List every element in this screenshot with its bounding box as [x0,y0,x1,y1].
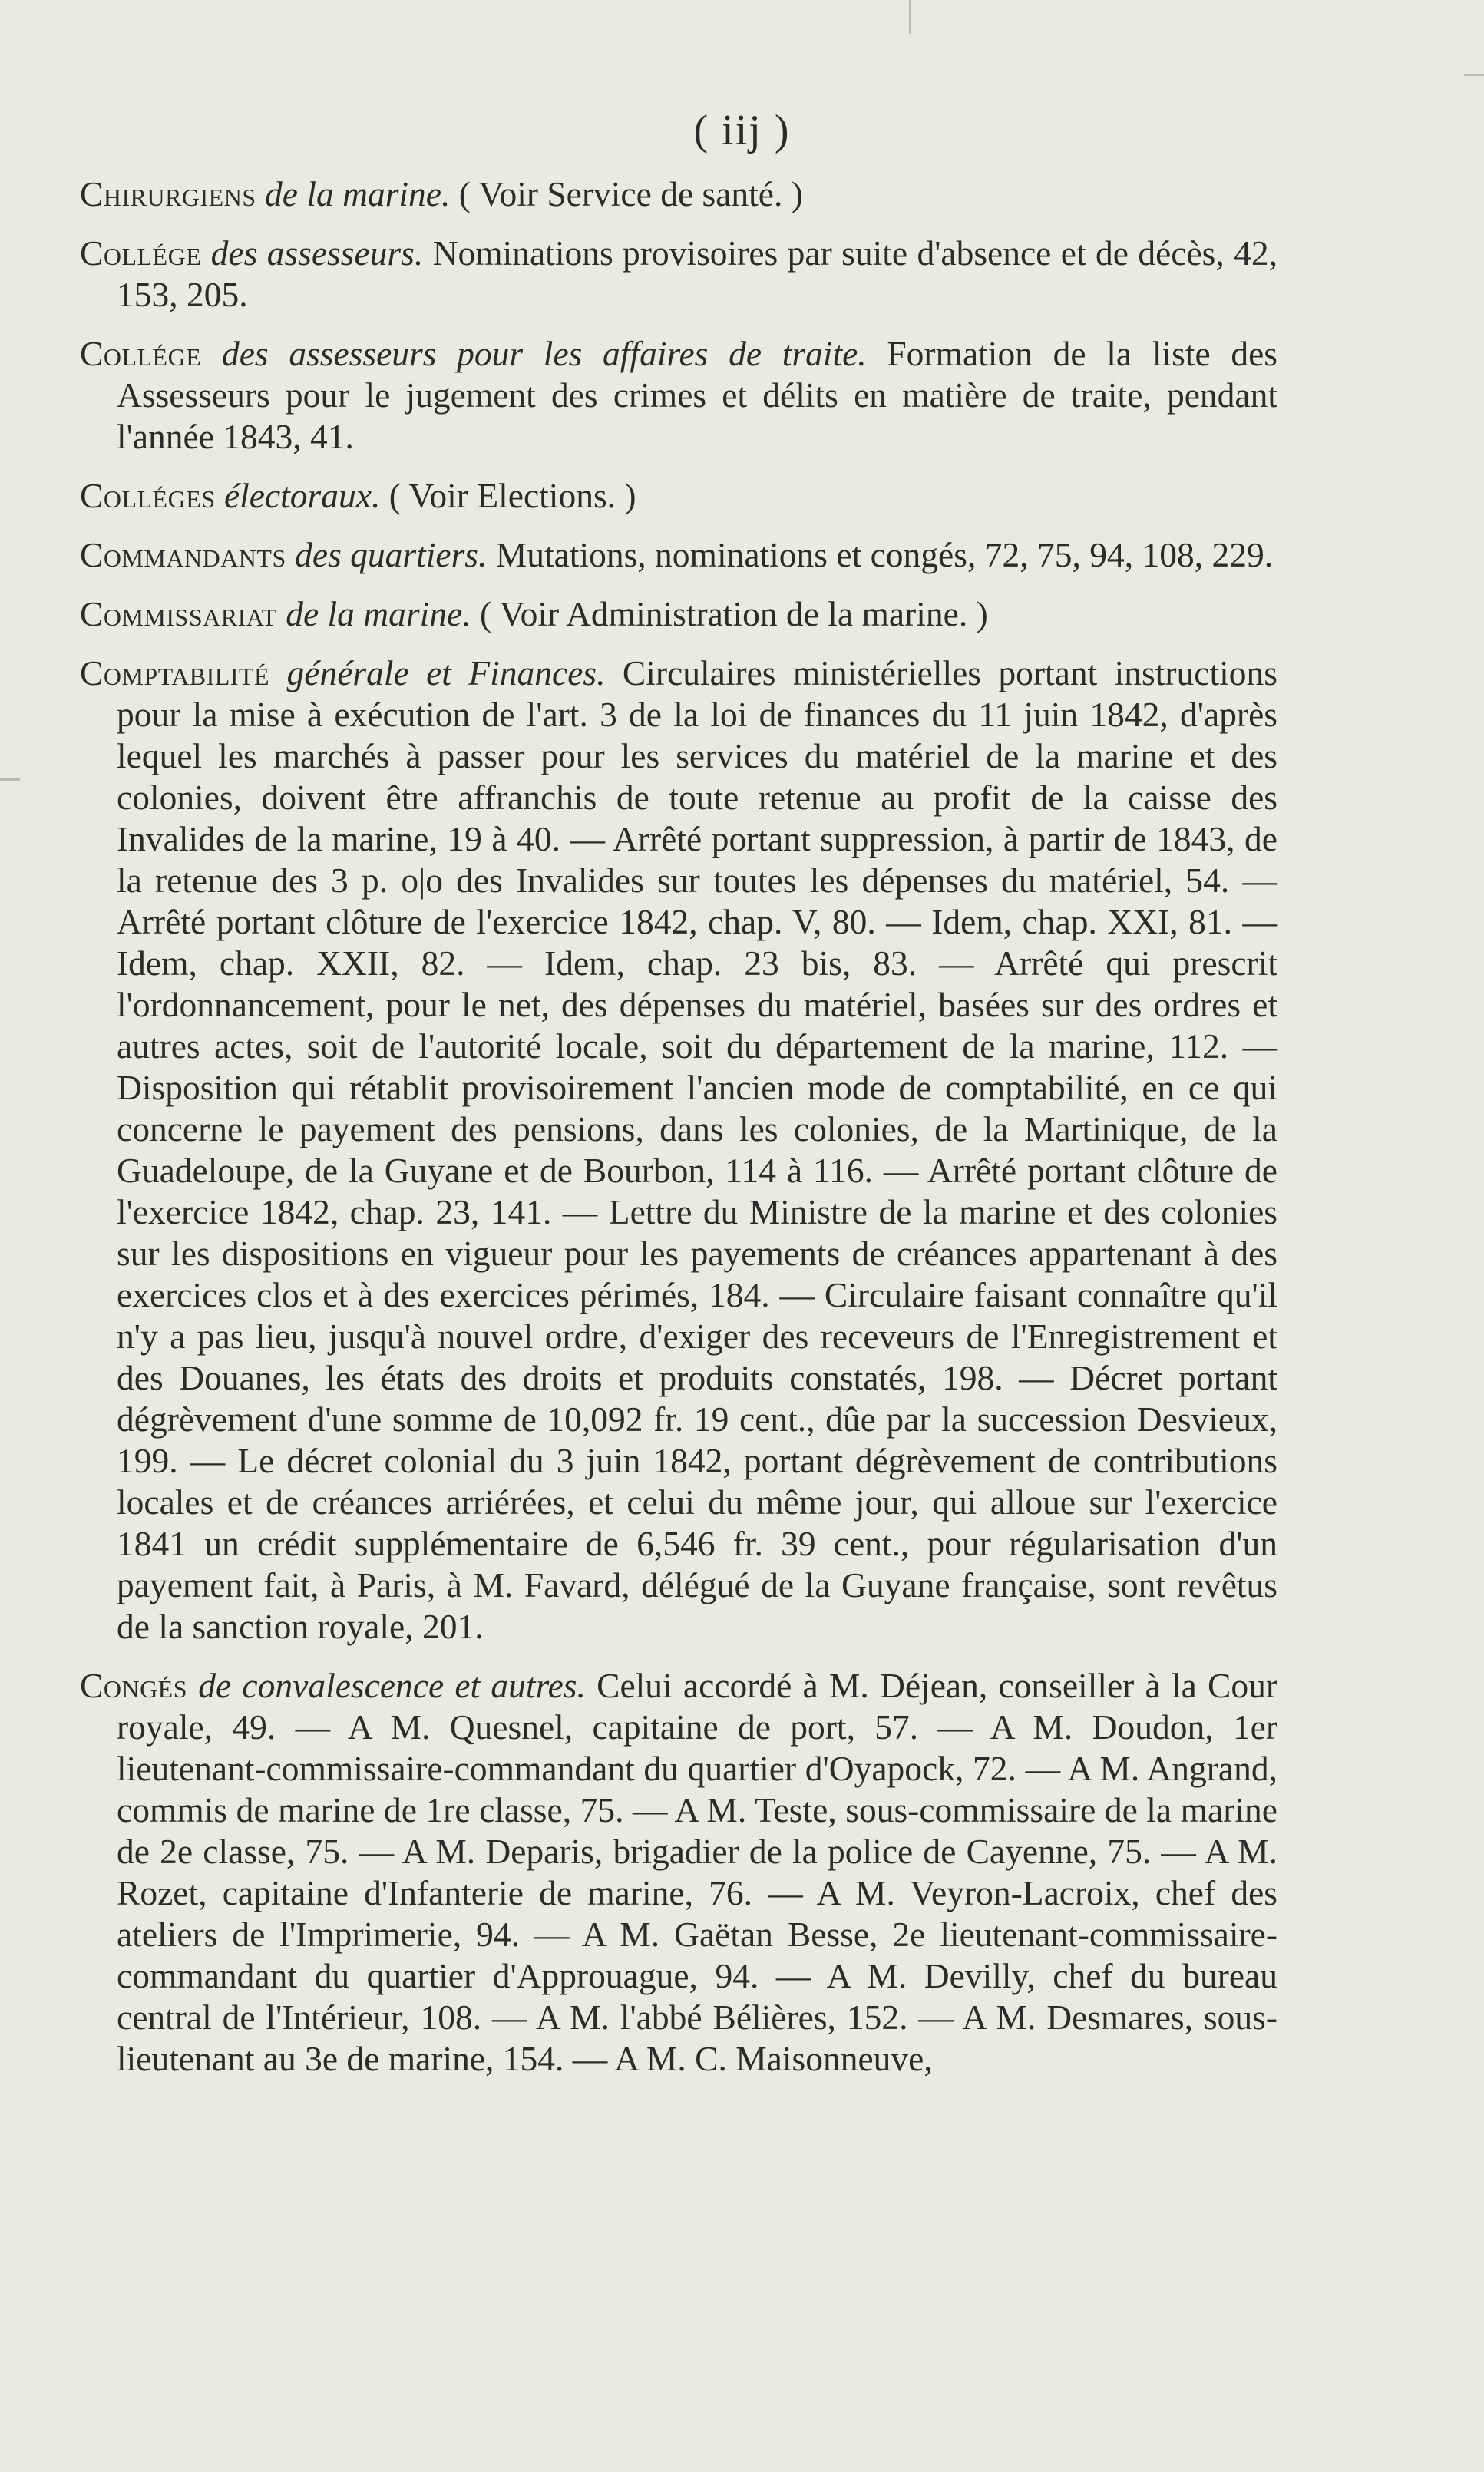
entry-text: Nominations provisoires par suite d'absence et de décès, 42, 153, 205. [117,233,1277,314]
index-entry [80,475,1277,517]
entry-heading: Collége [80,233,202,273]
index-entry [80,534,1277,576]
index-entry [80,174,1277,215]
index-entry [80,653,1277,1647]
entry-qualifier: des quartiers. [295,535,488,574]
entry-qualifier: de la marine. [286,594,471,633]
index-entry [80,1665,1277,2080]
entry-qualifier: de convalescence et autres. [198,1666,586,1705]
entry-qualifier: électoraux. [223,476,381,515]
entry-text: ( Voir Service de santé. ) [458,174,803,213]
entry-heading: Commissariat [80,594,277,633]
index-entry [80,593,1277,635]
entry-text: Mutations, nominations et congés, 72, 75, 94, 108, 229. [495,535,1274,574]
entry-heading: Chirurgiens [80,174,256,213]
entry-qualifier: générale et Finances. [286,653,606,692]
index-entries [80,174,1277,2097]
page-number: ( iij ) [693,107,791,154]
entry-text: Circulaires ministérielles portant instructions pour la mise à exécution de l'art. 3 de la loi de finances du 11 juin 1842, d'après lequel les marchés à passer pour les services du matériel de la marine et des colonies, doivent être affranchis de toute retenue au profit de la caisse des Invalides de la marine, 19 à 40. — Arrêté portant suppression, à partir de 1843, de la retenue des 3 p. o|o des Invalides sur toutes les dépenses du matériel, 54. — Arrêté portant clôture de l'exercice 1842, chap. V, 80. — Idem, chap. XXI, 81. — Idem, chap. XXII, 82. — Idem, chap. 23 bis, 83. — Arrêté qui prescrit l'ordonnancement, pour le net, des dépenses du matériel, basées sur des ordres et autres actes, soit de l'autorité locale, soit du département de la marine, 112. — Disposition qui rétablit provisoirement l'ancien mode de comptabilité, en ce qui concerne le payement des pensions, dans les colonies, de la Martinique, de la Guadeloupe, de la Guyane et de Bourbon, 114 à 116. — Arrêté portant clôture de l'exercice 1842, chap. 23, 141. — Lettre du Ministre de la marine et des colonies sur les dispositions en vigueur pour les payements de créances appartenant à des exercices clos et à des exercices périmés, 184. — Circulaire faisant connaître qu'il n'y a pas lieu, jusqu'à nouvel ordre, d'exiger des receveurs de l'Enregistrement et des Douanes, les états des droits et produits constatés, 198. — Décret portant dégrèvement d'une somme de 10,092 fr. 19 cent., dûe par la succession Desvieux, 199. — Le décret colonial du 3 juin 1842, portant dégrèvement de contributions locales et de créances arriérées, et celui du même jour, qui alloue sur l'exercice 1841 un crédit supplémentaire de 6,546 fr. 39 cent., pour régularisation d'un payement fait, à Paris, à M. Favard, délégué de la Guyane française, sont revêtus de la sanction royale, 201. [117,653,1277,1646]
entry-heading: Commandants [80,535,286,574]
index-entry [80,233,1277,316]
entry-heading: Comptabilité [80,653,270,692]
entry-qualifier: des assesseurs. [210,233,424,273]
entry-text: Celui accordé à M. Déjean, conseiller à la Cour royale, 49. — A M. Quesnel, capitaine de port, 57. — A M. Doudon, 1er lieutenant-commissaire-commandant du quartier d'Oyapock, 72. — A M. Angrand, commis de marine de 1re classe, 75. — A M. Teste, sous-commissaire de la marine de 2e classe, 75. — A M. Deparis, brigadier de la police de Cayenne, 75. — A M. Rozet, capitaine d'Infanterie de marine, 76. — A M. Veyron-Lacroix, chef des ateliers de l'Imprimerie, 94. — A M. Gaëtan Besse, 2e lieutenant-commissaire-commandant du quartier d'Approuague, 94. — A M. Devilly, chef du bureau central de l'Intérieur, 108. — A M. l'abbé Bélières, 152. — A M. Desmares, sous-lieutenant au 3e de marine, 154. — A M. C. Maisonneuve, [117,1666,1278,2078]
entry-text: ( Voir Elections. ) [388,476,636,515]
entry-text: ( Voir Administration de la marine. ) [479,594,988,633]
entry-heading: Congés [80,1666,188,1705]
scan-mark [0,778,20,781]
scan-mark [909,0,911,34]
index-entry [80,333,1277,458]
entry-heading: Collége [80,334,202,373]
entry-qualifier: de la marine. [265,174,451,213]
entry-qualifier: des assesseurs pour les affaires de traite. [221,334,867,373]
scan-mark [1464,74,1484,76]
entry-heading: Colléges [80,476,216,515]
entry-text: Formation de la liste des Assesseurs pour le jugement des crimes et délits en matière de traite, pendant l'année 1843, 41. [117,334,1277,456]
